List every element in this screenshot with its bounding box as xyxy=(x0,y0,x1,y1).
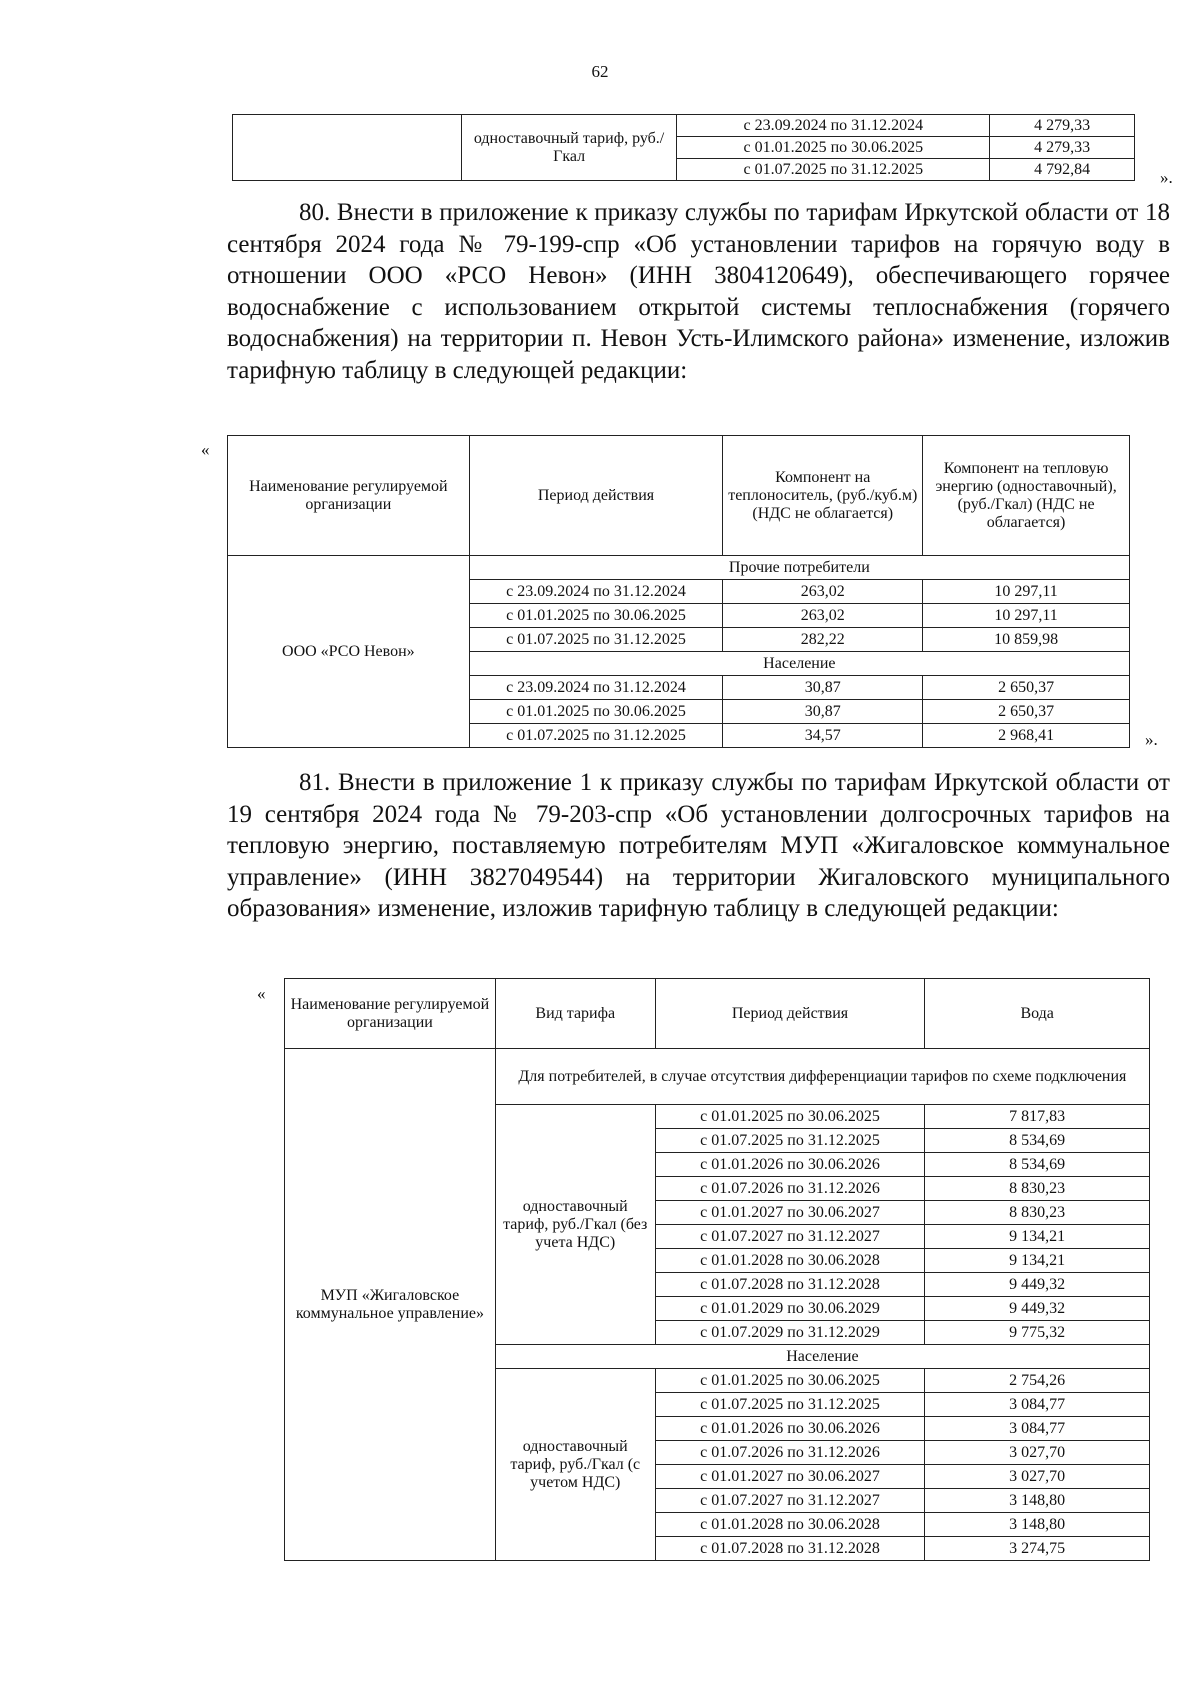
carrier-cell: 263,02 xyxy=(723,604,923,628)
top-tariff-table xyxy=(232,114,1135,181)
header-period: Период действия xyxy=(469,436,723,556)
tariff-table-81 xyxy=(284,978,1150,1561)
period-cell: с 01.01.2025 по 30.06.2025 xyxy=(655,1105,925,1129)
value-cell: 9 134,21 xyxy=(925,1225,1150,1249)
energy-cell: 10 859,98 xyxy=(923,628,1130,652)
value-cell: 3 274,75 xyxy=(925,1537,1150,1561)
tariff-type-cell: одноставочный тариф, руб./Гкал xyxy=(461,115,677,181)
close-quote: ». xyxy=(1145,730,1158,749)
section-header: Население xyxy=(495,1345,1149,1369)
period-cell: с 01.01.2027 по 30.06.2027 xyxy=(655,1201,925,1225)
header-energy: Компонент на тепловую энергию (одноставочный), (руб./Гкал) (НДС не облагается) xyxy=(923,436,1130,556)
value-cell: 9 449,32 xyxy=(925,1273,1150,1297)
period-cell: с 01.07.2029 по 31.12.2029 xyxy=(655,1321,925,1345)
period-cell: с 01.01.2025 по 30.06.2025 xyxy=(677,137,990,159)
period-cell: с 23.09.2024 по 31.12.2024 xyxy=(469,580,723,604)
period-cell: с 01.07.2026 по 31.12.2026 xyxy=(655,1177,925,1201)
value-cell: 8 534,69 xyxy=(925,1153,1150,1177)
period-cell: с 01.07.2025 по 31.12.2025 xyxy=(469,628,723,652)
carrier-cell: 34,57 xyxy=(723,724,923,748)
open-quote: « xyxy=(201,440,210,459)
energy-cell: 10 297,11 xyxy=(923,580,1130,604)
period-cell: с 01.07.2025 по 31.12.2025 xyxy=(655,1393,925,1417)
value-cell: 2 754,26 xyxy=(925,1369,1150,1393)
period-cell: с 01.01.2027 по 30.06.2027 xyxy=(655,1465,925,1489)
period-cell: с 01.01.2026 по 30.06.2026 xyxy=(655,1153,925,1177)
header-org: Наименование регулируемой организации xyxy=(285,979,496,1049)
value-cell: 9 449,32 xyxy=(925,1297,1150,1321)
tariff-type-cell: одноставочный тариф, руб./Гкал (с учетом НДС) xyxy=(495,1369,655,1561)
open-quote: « xyxy=(257,984,266,1003)
period-cell: с 01.01.2025 по 30.06.2025 xyxy=(469,700,723,724)
period-cell: с 01.01.2025 по 30.06.2025 xyxy=(655,1369,925,1393)
value-cell: 3 084,77 xyxy=(925,1393,1150,1417)
period-cell: с 01.07.2026 по 31.12.2026 xyxy=(655,1441,925,1465)
page-number: 62 xyxy=(591,62,609,81)
value-cell: 4 279,33 xyxy=(990,115,1135,137)
header-carrier: Компонент на теплоноситель, (руб./куб.м) (НДС не облагается) xyxy=(723,436,923,556)
carrier-cell: 282,22 xyxy=(723,628,923,652)
period-cell: с 01.07.2028 по 31.12.2028 xyxy=(655,1273,925,1297)
paragraph-81: 81. Внести в приложение 1 к приказу службы по тарифам Иркутской области от 19 сентября 2024 года № 79-203-спр «Об установлении долгосрочных тарифов на тепловую энергию, поставляемую потребителям МУП «Жигаловское коммунальное управление» (ИНН 3827049544) на территории Жигаловского муниципального образования» изменение, изложив тарифную таблицу в следующей редакции: xyxy=(227,769,1170,922)
header-period: Период действия xyxy=(655,979,925,1049)
period-cell: с 01.07.2025 по 31.12.2025 xyxy=(469,724,723,748)
value-cell: 8 830,23 xyxy=(925,1177,1150,1201)
section-header: Население xyxy=(469,652,1129,676)
energy-cell: 2 968,41 xyxy=(923,724,1130,748)
carrier-cell: 30,87 xyxy=(723,700,923,724)
value-cell: 8 830,23 xyxy=(925,1201,1150,1225)
value-cell: 3 027,70 xyxy=(925,1441,1150,1465)
section-header: Прочие потребители xyxy=(469,556,1129,580)
org-name-cell: МУП «Жигаловское коммунальное управление» xyxy=(285,1049,496,1561)
paragraph-80: 80. Внести в приложение к приказу службы по тарифам Иркутской области от 18 сентября 2024 года № 79-199-спр «Об установлении тарифов на горячую воду в отношении ООО «РСО Невон» (ИНН 3804120649), обеспечивающего горячее водоснабжение с использованием открытой системы теплоснабжения (горячего водоснабжения) на территории п. Невон Усть-Илимского района» изменение, изложив тарифную таблицу в следующей редакции: xyxy=(227,199,1170,384)
period-cell: с 23.09.2024 по 31.12.2024 xyxy=(677,115,990,137)
period-cell: с 01.07.2027 по 31.12.2027 xyxy=(655,1225,925,1249)
value-cell: 3 148,80 xyxy=(925,1513,1150,1537)
value-cell: 9 775,32 xyxy=(925,1321,1150,1345)
section-header: Для потребителей, в случае отсутствия дифференциации тарифов по схеме подключения xyxy=(495,1049,1149,1105)
period-cell: с 01.01.2026 по 30.06.2026 xyxy=(655,1417,925,1441)
value-cell: 4 792,84 xyxy=(990,159,1135,181)
empty-org-cell xyxy=(233,115,462,181)
header-water: Вода xyxy=(925,979,1150,1049)
value-cell: 3 084,77 xyxy=(925,1417,1150,1441)
period-cell: с 01.01.2025 по 30.06.2025 xyxy=(469,604,723,628)
tariff-table-80 xyxy=(227,435,1130,748)
period-cell: с 01.07.2028 по 31.12.2028 xyxy=(655,1537,925,1561)
header-type: Вид тарифа xyxy=(495,979,655,1049)
header-org: Наименование регулируемой организации xyxy=(228,436,470,556)
close-quote: ». xyxy=(1160,168,1173,187)
period-cell: с 23.09.2024 по 31.12.2024 xyxy=(469,676,723,700)
value-cell: 4 279,33 xyxy=(990,137,1135,159)
carrier-cell: 30,87 xyxy=(723,676,923,700)
value-cell: 3 027,70 xyxy=(925,1465,1150,1489)
value-cell: 3 148,80 xyxy=(925,1489,1150,1513)
energy-cell: 2 650,37 xyxy=(923,676,1130,700)
value-cell: 7 817,83 xyxy=(925,1105,1150,1129)
period-cell: с 01.01.2029 по 30.06.2029 xyxy=(655,1297,925,1321)
value-cell: 8 534,69 xyxy=(925,1129,1150,1153)
carrier-cell: 263,02 xyxy=(723,580,923,604)
period-cell: с 01.07.2025 по 31.12.2025 xyxy=(655,1129,925,1153)
org-name-cell: ООО «РСО Невон» xyxy=(228,556,470,748)
energy-cell: 10 297,11 xyxy=(923,604,1130,628)
period-cell: с 01.07.2025 по 31.12.2025 xyxy=(677,159,990,181)
period-cell: с 01.01.2028 по 30.06.2028 xyxy=(655,1249,925,1273)
period-cell: с 01.01.2028 по 30.06.2028 xyxy=(655,1513,925,1537)
value-cell: 9 134,21 xyxy=(925,1249,1150,1273)
tariff-type-cell: одноставочный тариф, руб./Гкал (без учета НДС) xyxy=(495,1105,655,1345)
period-cell: с 01.07.2027 по 31.12.2027 xyxy=(655,1489,925,1513)
energy-cell: 2 650,37 xyxy=(923,700,1130,724)
